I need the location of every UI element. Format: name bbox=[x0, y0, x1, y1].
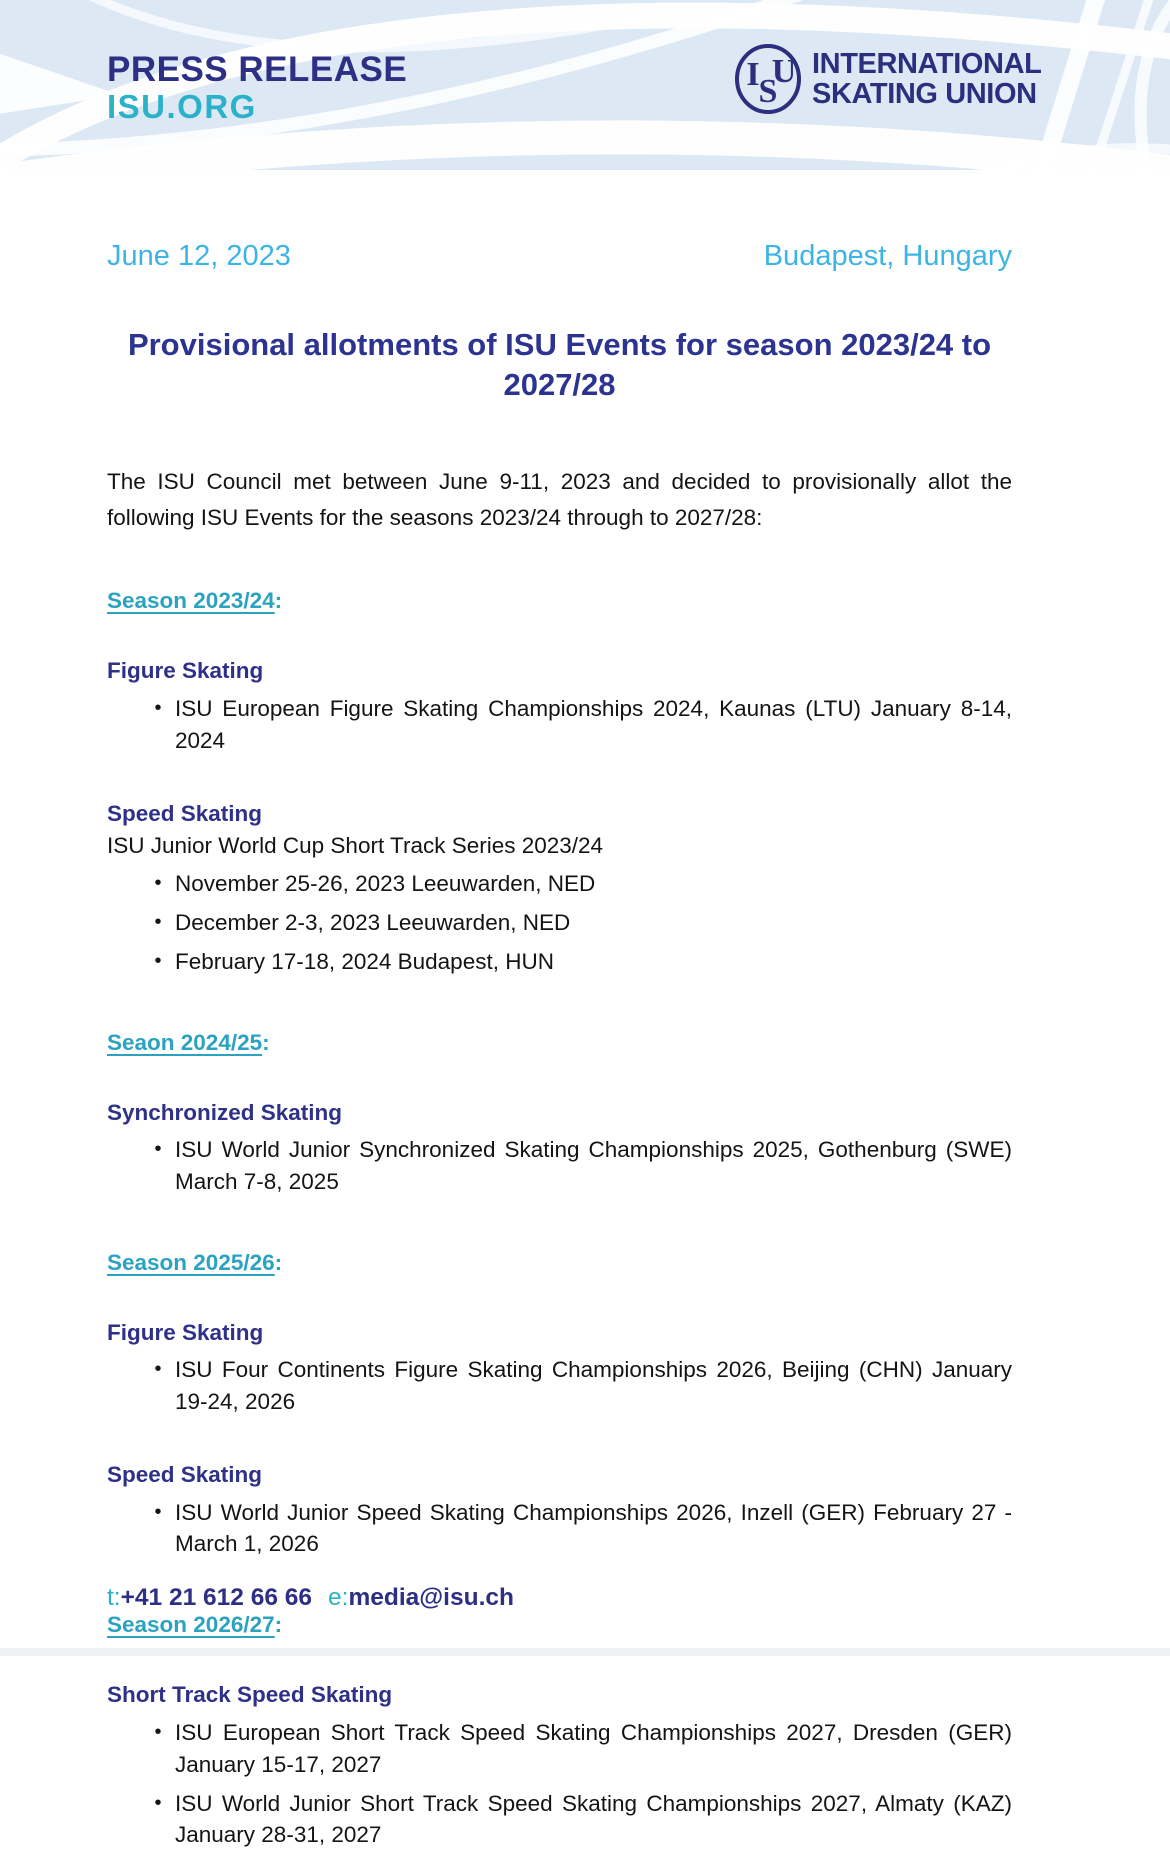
event-text: December 2-3, 2023 Leeuwarden, NED bbox=[175, 910, 571, 936]
event-text: ISU World Junior Synchronized Skating Championships 2025, Gothenburg (SWE) March 7-8, 2025 bbox=[175, 1137, 1012, 1195]
list-item bbox=[107, 693, 1012, 757]
release-location: Budapest, Hungary bbox=[763, 240, 1012, 272]
bullet-icon: • bbox=[154, 1791, 162, 1814]
bullet-icon: • bbox=[154, 950, 162, 973]
bullet-icon: • bbox=[154, 1720, 162, 1743]
email-address[interactable]: media@isu.ch bbox=[348, 1584, 514, 1611]
event-group-title: Speed Skating bbox=[107, 1462, 263, 1488]
bullet-icon: • bbox=[154, 696, 162, 719]
org-wordmark-line2: SKATING UNION bbox=[812, 78, 1037, 110]
list-item bbox=[107, 1134, 1012, 1198]
bullet-icon: • bbox=[154, 911, 162, 934]
event-group bbox=[107, 656, 1012, 756]
event-bullet-list bbox=[107, 693, 1012, 757]
bottom-band bbox=[0, 1648, 1170, 1656]
season-heading-colon: : bbox=[274, 588, 283, 614]
event-text: ISU European Short Track Speed Skating Championships 2027, Dresden (GER) January 15-17, 2027 bbox=[175, 1719, 1012, 1777]
season-link[interactable]: Season 2026/27 bbox=[107, 1612, 275, 1638]
event-group-lead: ISU Junior World Cup Short Track Series 2023/24 bbox=[107, 832, 604, 858]
phone-number: +41 21 612 66 66 bbox=[120, 1584, 313, 1611]
press-release-label: PRESS RELEASE bbox=[107, 50, 408, 89]
event-bullet-list bbox=[107, 1354, 1012, 1418]
event-group-title: Short Track Speed Skating bbox=[107, 1682, 393, 1708]
event-text: February 17-18, 2024 Budapest, HUN bbox=[175, 949, 554, 975]
logo-letter-s: S bbox=[758, 73, 778, 110]
list-item bbox=[107, 907, 1012, 939]
event-group-title: Synchronized Skating bbox=[107, 1100, 343, 1126]
page-title: Provisional allotments of ISU Events for season 2023/24 to 2027/28 bbox=[127, 327, 992, 403]
event-group-title: Figure Skating bbox=[107, 658, 264, 684]
email-label: e: bbox=[328, 1584, 349, 1611]
list-item bbox=[107, 1354, 1012, 1418]
season-heading bbox=[107, 1612, 1012, 1638]
dateline bbox=[107, 240, 1012, 273]
list-item bbox=[107, 868, 1012, 900]
event-bullet-list bbox=[107, 1134, 1012, 1198]
bullet-icon: • bbox=[154, 1358, 162, 1381]
season-heading-colon: : bbox=[274, 1612, 283, 1638]
logo-letter-i: I bbox=[746, 56, 760, 93]
season-link[interactable]: Season 2023/24 bbox=[107, 588, 275, 614]
event-text: November 25-26, 2023 Leeuwarden, NED bbox=[175, 871, 596, 897]
header-banner bbox=[0, 0, 1170, 170]
isu-org-link[interactable]: ISU.ORG bbox=[107, 88, 257, 125]
org-wordmark bbox=[812, 49, 1041, 109]
phone-label: t: bbox=[107, 1584, 121, 1611]
bullet-icon: • bbox=[154, 1138, 162, 1161]
event-bullet-list bbox=[107, 1717, 1012, 1851]
season-heading-colon: : bbox=[274, 1250, 283, 1276]
event-group bbox=[107, 1680, 1012, 1851]
org-wordmark-line1: INTERNATIONAL bbox=[812, 47, 1042, 80]
logo-letter-u: U bbox=[771, 53, 797, 90]
season-heading bbox=[107, 1250, 1012, 1276]
list-item bbox=[107, 1497, 1012, 1561]
brand-block bbox=[107, 52, 407, 123]
season-heading-colon: : bbox=[262, 1030, 270, 1056]
event-group bbox=[107, 1098, 1012, 1198]
footer-contact bbox=[107, 1584, 514, 1612]
season-heading bbox=[107, 1030, 1012, 1056]
bullet-icon: • bbox=[154, 872, 162, 895]
isu-logo-icon bbox=[733, 42, 803, 116]
season-heading bbox=[107, 588, 1012, 614]
event-bullet-list bbox=[107, 1497, 1012, 1561]
bullet-icon: • bbox=[154, 1500, 162, 1523]
event-group bbox=[107, 1318, 1012, 1418]
event-group-title: Speed Skating bbox=[107, 800, 263, 826]
list-item bbox=[107, 1788, 1012, 1851]
release-date: June 12, 2023 bbox=[107, 240, 291, 272]
list-item bbox=[107, 946, 1012, 978]
event-group bbox=[107, 799, 1012, 978]
intro-paragraph: The ISU Council met between June 9-11, 2023 and decided to provisionally allot the following ISU Events for the seasons 2023/24 through to 2027/28: bbox=[107, 468, 1012, 531]
event-text: ISU European Figure Skating Championships 2024, Kaunas (LTU) January 8-14, 2024 bbox=[175, 695, 1012, 753]
event-group bbox=[107, 1460, 1012, 1560]
sections bbox=[107, 588, 1012, 1851]
event-bullet-list bbox=[107, 868, 1012, 978]
season-link[interactable]: Seaon 2024/25 bbox=[107, 1030, 263, 1056]
list-item bbox=[107, 1717, 1012, 1781]
season-link[interactable]: Season 2025/26 bbox=[107, 1250, 275, 1276]
event-text: ISU World Junior Speed Skating Championships 2026, Inzell (GER) February 27 - March 1, 2026 bbox=[175, 1499, 1012, 1557]
event-group-title: Figure Skating bbox=[107, 1320, 264, 1346]
event-text: ISU Four Continents Figure Skating Championships 2026, Beijing (CHN) January 19-24, 2026 bbox=[175, 1357, 1012, 1415]
isu-logo-block bbox=[733, 42, 1041, 116]
event-text: ISU World Junior Short Track Speed Skating Championships 2027, Almaty (KAZ) January 28-31, 2027 bbox=[175, 1790, 1012, 1848]
